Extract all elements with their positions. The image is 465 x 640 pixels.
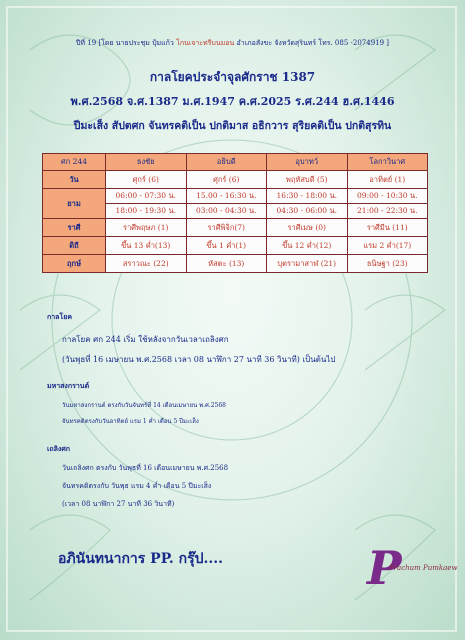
- thaloeng-heading: เถลิงศก: [47, 444, 71, 453]
- table-cell: ราศีมีน (11): [347, 219, 428, 237]
- page-title: กาลโยคประจำจุลศักราช 1387: [149, 70, 316, 84]
- header-cell: ธงชัย: [106, 154, 187, 171]
- table-row: [43, 171, 428, 189]
- table-cell: ศุกร์ (6): [186, 171, 267, 189]
- table-cell: บุตรามาสาฬ (21): [267, 255, 348, 273]
- table-cell: 04:30 - 06:00 น.: [267, 204, 348, 219]
- table-cell: 03:00 - 04:30 น.: [186, 204, 267, 219]
- table-cell: 18:00 - 19:30 น.: [106, 204, 187, 219]
- year-description: ปีมะเส็ง สัปตศก จันทรคติเป็น ปกติมาส อธิกวาร สุริยคติเป็น ปกติสุรทิน: [73, 120, 392, 132]
- songkran-line-1: วันมหาสงกรานต์ ตรงกับวันจันทร์ที่ 14 เดือนเมษายน พ.ศ.2568: [62, 402, 226, 409]
- table-cell: ขึ้น 12 ค่ำ(12): [267, 237, 348, 255]
- thaloeng-line-3: (เวลา 08 นาฬิกา 27 นาที 36 วินาที): [62, 500, 175, 508]
- table-cell: พฤหัสบดี (5): [267, 171, 348, 189]
- table-cell: 06:00 - 07:30 น.: [106, 189, 187, 204]
- table-cell: หัสตะ (13): [186, 255, 267, 273]
- row-label: วัน: [43, 171, 106, 189]
- header-cell: โลกาวินาศ: [347, 154, 428, 171]
- table-row: [43, 237, 428, 255]
- pp-logo: [363, 540, 458, 600]
- kalayok-heading: กาลโยค: [47, 312, 73, 321]
- header-author: ปีที่ 19 [โดย นายประชุม ปุ้มแก้ว: [75, 39, 174, 47]
- table-cell: 09:00 - 10:30 น.: [347, 189, 428, 204]
- table-row: [43, 255, 428, 273]
- thaloeng-line-1: วันเถลิงศก ตรงกับ วันพุธที่ 16 เดือนเมษายน พ.ศ.2568: [62, 464, 229, 472]
- table-row: [43, 219, 428, 237]
- logo-letter: P: [367, 541, 402, 595]
- kalayok-line-2: (วันพุธที่ 16 เมษายน พ.ศ.2568 เวลา 08 นาฬิกา 27 นาที 36 วินาที) เป็นต้นไป: [62, 355, 336, 364]
- table-cell: อาทิตย์ (1): [347, 171, 428, 189]
- table-cell: 15.00 - 16:30 น.: [186, 189, 267, 204]
- table-row: [43, 189, 428, 204]
- row-label: ราศี: [43, 219, 106, 237]
- table-cell: ศุกร์ (6): [106, 171, 187, 189]
- table-cell: ธนิษฐา (23): [347, 255, 428, 273]
- era-years: พ.ศ.2568 จ.ศ.1387 ม.ศ.1947 ค.ศ.2025 ร.ศ.244 ฮ.ศ.1446: [70, 95, 395, 108]
- table-cell: สราวณะ (22): [106, 255, 187, 273]
- header-cell: อธิบดี: [186, 154, 267, 171]
- header-cell: ศก 244: [43, 154, 106, 171]
- kalayok-line-1: กาลโยค ศก 244 เริ่ม ใช้หลังจากวันเวลาเถลิงศก: [62, 335, 229, 344]
- table-cell: ราศีพิจิก(7): [186, 219, 267, 237]
- table-cell: ขึ้น 13 ค่ำ(13): [106, 237, 187, 255]
- row-label: ดิถี: [43, 237, 106, 255]
- header-address: อำเภอสังขะ จังหวัดสุรินทร์ โทร. 085 -2074919 ]: [236, 39, 390, 47]
- footer-text: อภินันทนาการ PP. กรุ๊ป....: [58, 551, 224, 567]
- songkran-line-2: จันทรคติตรงกับวันอาทิตย์ แรม 1 ค่ำ เดือน 5 ปีมะเส็ง: [62, 418, 199, 425]
- table-cell: ราศีพฤษภ (1): [106, 219, 187, 237]
- table-cell: ราศีเมษ (0): [267, 219, 348, 237]
- thaloeng-line-2: จันทรคติตรงกับ วันพุธ แรม 4 ค่ำ เดือน 5 ปีมะเส็ง: [62, 482, 212, 490]
- header-school: โกนเจาะทรีบนมอน: [176, 39, 235, 47]
- table-cell: ขึ้น 1 ค่ำ(1): [186, 237, 267, 255]
- table-cell: 21:00 - 22:30 น.: [347, 204, 428, 219]
- header-line: [0, 38, 465, 49]
- table-cell: แรม 2 ค่ำ(17): [347, 237, 428, 255]
- logo-text: Prachum Pumkaew: [389, 564, 458, 572]
- row-label: ยาม: [43, 189, 106, 219]
- row-label: ฤกษ์: [43, 255, 106, 273]
- table-header-row: [43, 154, 428, 171]
- table-cell: 16:30 - 18:00 น.: [267, 189, 348, 204]
- songkran-heading: มหาสงกรานต์: [47, 381, 90, 390]
- header-cell: อุบาทว์: [267, 154, 348, 171]
- kalayok-table: [42, 153, 428, 273]
